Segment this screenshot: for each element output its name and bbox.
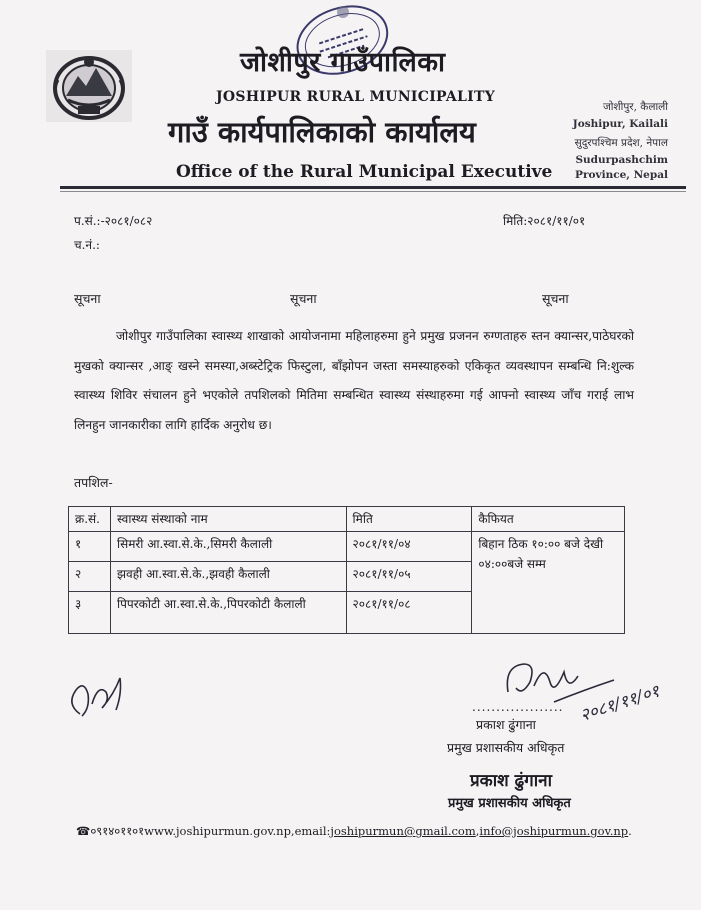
letter-date: मिति:२०८१/११/०१ bbox=[503, 214, 586, 228]
address-line-3: सुदुरपश्चिम प्रदेश, नेपाल bbox=[574, 137, 668, 149]
notice-heading-center: सूचना bbox=[290, 291, 317, 306]
municipality-name-english: JOSHIPUR RURAL MUNICIPALITY bbox=[216, 89, 496, 105]
schedule-label: तपशिल- bbox=[74, 475, 113, 490]
institution-cell: पिपरकोटी आ.स्वा.से.के.,पिपरकोटी कैलाली bbox=[110, 592, 346, 634]
address-line-4: Sudurpashchim bbox=[575, 154, 668, 166]
office-name-english: Office of the Rural Municipal Executive bbox=[176, 162, 553, 182]
address-line-1: जोशीपुर, कैलाली bbox=[602, 101, 668, 113]
footer-contact: ☎०९१४०११०१www.joshipurmun.gov.np,email:joshipurmun@gmail.com,info@joshipurmun.gov.np. bbox=[76, 824, 632, 838]
dispatch-number: च.नं.: bbox=[74, 238, 100, 252]
date-cell: २०८१/११/०८ bbox=[346, 592, 472, 634]
remarks-cell: बिहान ठिक १०:०० बजे देखी ०४:००बजे सम्म bbox=[472, 532, 625, 634]
signer-title: प्रमुख प्रशासकीय अधिकृत bbox=[447, 740, 565, 755]
name-stamp: प्रकाश ढुंगाना bbox=[470, 771, 552, 791]
signature-line: ................... bbox=[472, 700, 564, 714]
website-label: www.joshipurmun.gov.np,email: bbox=[144, 824, 331, 838]
email-link-secondary[interactable]: info@joshipurmun.gov.np bbox=[479, 824, 629, 838]
phone-number: ☎०९१४०११०१ bbox=[76, 824, 145, 838]
date-cell: २०८१/११/०४ bbox=[346, 532, 472, 562]
handwritten-date: २०८१/११/०१ bbox=[577, 681, 663, 726]
health-camp-schedule-table bbox=[68, 506, 625, 634]
header-divider bbox=[60, 186, 686, 189]
column-header: स्वास्थ्य संस्थाको नाम bbox=[110, 507, 346, 532]
serial-cell: २ bbox=[69, 562, 111, 592]
municipality-name-nepali: जोशीपुर गाउँपालिका bbox=[240, 47, 446, 78]
signer-name: प्रकाश ढुंगाना bbox=[476, 717, 536, 732]
reference-number: प.सं.:-२०८१/०८२ bbox=[74, 214, 153, 228]
header-divider-thin bbox=[60, 191, 686, 192]
notice-body: जोशीपुर गाउँपालिका स्वास्थ्य शाखाको आयोजनामा महिलाहरुमा हुने प्रमुख प्रजनन रुग्णताहरु स्तन क्यान्सर,पाठेघरको मुखको क्यान्सर ,आङ् खस्ने समस्या,अब्स्टेट्रिक फिस्टुला, बाँझोपन जस्ता समस्याहरुको एकिकृत व्यवस्थापन सम्बन्धि नि:शुल्क स्वास्थ्य शिविर संचालन हुने भएकोले तपशिलको मितिमा सम्बन्धित स्वास्थ्य संस्थाहरुमा गई आफ्नो स्वास्थ्य जाँच गराई लाभ लिनहुन जानकारीका लागि हार्दिक अनुरोध छ। bbox=[74, 329, 634, 432]
office-name-nepali: गाउँ कार्यपालिकाको कार्यालय bbox=[168, 115, 476, 149]
initials-signature-icon bbox=[62, 664, 132, 730]
date-cell: २०८१/११/०५ bbox=[346, 562, 472, 592]
column-header: कैफियत bbox=[472, 507, 625, 532]
table-header-row bbox=[69, 507, 625, 532]
officer-signature-icon bbox=[494, 652, 663, 726]
title-stamp: प्रमुख प्रशासकीय अधिकृत bbox=[448, 796, 571, 811]
nepal-emblem-icon bbox=[46, 50, 132, 122]
address-line-2: Joshipur, Kailali bbox=[572, 118, 668, 130]
institution-cell: सिमरी आ.स्वा.से.के.,सिमरी कैलाली bbox=[110, 532, 346, 562]
serial-cell: ३ bbox=[69, 592, 111, 634]
column-header: मिति bbox=[346, 507, 472, 532]
institution-cell: झवही आ.स्वा.से.के.,झवही कैलाली bbox=[110, 562, 346, 592]
table-row bbox=[69, 532, 625, 562]
serial-cell: १ bbox=[69, 532, 111, 562]
address-line-5: Province, Nepal bbox=[575, 169, 668, 181]
email-link-primary[interactable]: joshipurmun@gmail.com bbox=[330, 824, 476, 838]
notice-heading-right: सूचना bbox=[542, 291, 569, 306]
column-header: क्र.सं. bbox=[69, 507, 111, 532]
notice-heading-left: सूचना bbox=[74, 291, 101, 306]
